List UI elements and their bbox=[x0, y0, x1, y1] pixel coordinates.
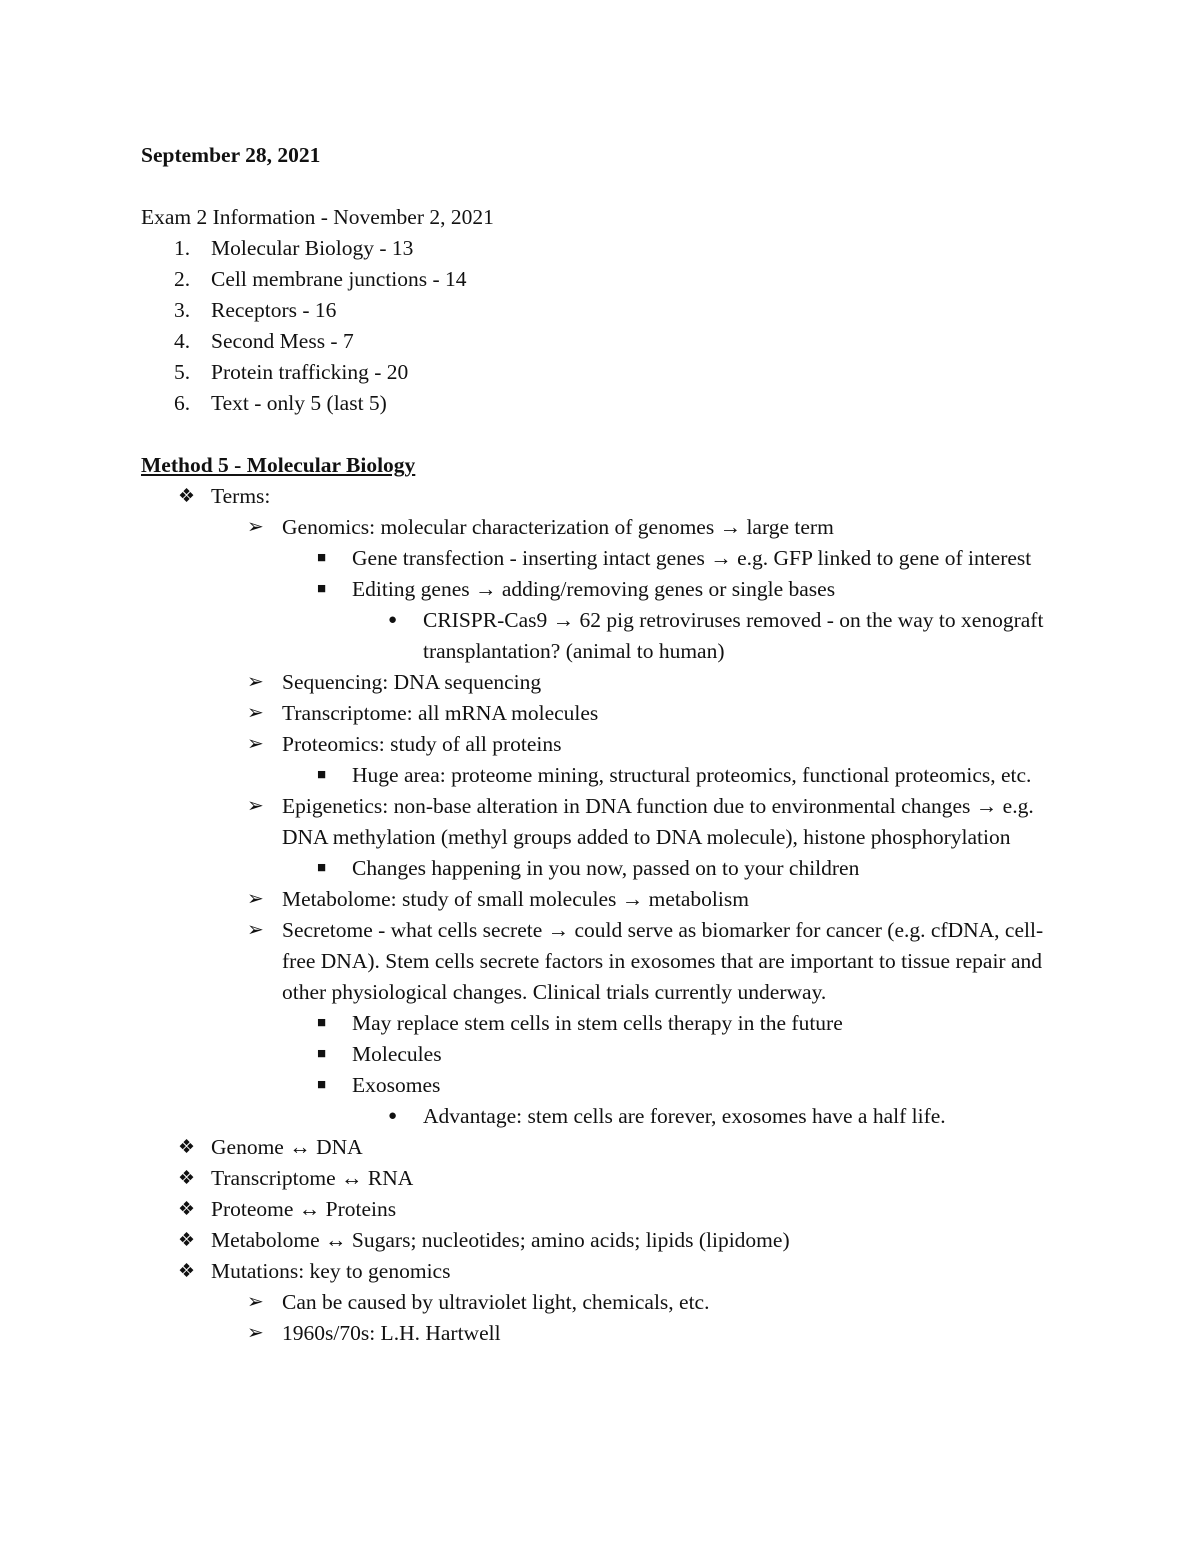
square-bullet-icon: ■ bbox=[317, 1077, 327, 1093]
diamond-bullet-icon: ❖ bbox=[178, 1261, 196, 1282]
dot-bullet-icon: ● bbox=[388, 612, 398, 628]
list-item-text: Epigenetics: non-base alteration in DNA function due to environmental changes → e.g. DNA methylation (methyl groups added to DNA molecule), histone phosphorylation bbox=[282, 794, 1034, 849]
exam-heading: Exam 2 Information - November 2, 2021 bbox=[141, 205, 494, 229]
dot-bullet-icon: ● bbox=[388, 1108, 398, 1124]
list-item bbox=[141, 1132, 1071, 1163]
arrowhead-bullet-icon: ➢ bbox=[247, 1322, 264, 1344]
list-item-text: Terms: bbox=[211, 484, 271, 508]
list-item-text: Exosomes bbox=[352, 1073, 441, 1097]
list-item bbox=[141, 512, 1071, 543]
diamond-bullet-icon: ❖ bbox=[178, 486, 196, 507]
square-bullet-icon: ■ bbox=[317, 581, 327, 597]
exam-topic-text: Text - only 5 (last 5) bbox=[211, 391, 387, 415]
list-item bbox=[141, 1070, 1071, 1101]
list-item bbox=[141, 853, 1071, 884]
list-number: 1. bbox=[174, 236, 191, 260]
list-item-text: Transcriptome ↔ RNA bbox=[211, 1166, 414, 1190]
list-item-text: Huge area: proteome mining, structural proteomics, functional proteomics, etc. bbox=[352, 763, 1032, 787]
list-number: 5. bbox=[174, 360, 191, 384]
list-item-text: Sequencing: DNA sequencing bbox=[282, 670, 542, 694]
list-item-text: May replace stem cells in stem cells therapy in the future bbox=[352, 1011, 843, 1035]
square-bullet-icon: ■ bbox=[317, 550, 327, 566]
list-item-text: Secretome - what cells secrete → could serve as biomarker for cancer (e.g. cfDNA, cell-free DNA). Stem cells secrete factors in exosomes that are important to tissue repair and other physiological changes. Clinical trials currently underway. bbox=[282, 918, 1044, 1004]
list-item bbox=[141, 884, 1071, 915]
square-bullet-icon: ■ bbox=[317, 1046, 327, 1062]
diamond-bullet-icon: ❖ bbox=[178, 1199, 196, 1220]
exam-topic-item bbox=[141, 295, 1071, 326]
list-item bbox=[141, 1318, 1071, 1349]
document-page bbox=[141, 140, 1071, 1349]
arrowhead-bullet-icon: ➢ bbox=[247, 888, 264, 910]
exam-topic-text: Protein trafficking - 20 bbox=[211, 360, 409, 384]
list-item bbox=[141, 543, 1071, 574]
exam-topic-item bbox=[141, 388, 1071, 419]
diamond-bullet-icon: ❖ bbox=[178, 1230, 196, 1251]
list-item-text: Genomics: molecular characterization of genomes → large term bbox=[282, 515, 834, 539]
list-item bbox=[141, 729, 1071, 760]
exam-topic-item bbox=[141, 357, 1071, 388]
arrowhead-bullet-icon: ➢ bbox=[247, 733, 264, 755]
arrowhead-bullet-icon: ➢ bbox=[247, 795, 264, 817]
list-item bbox=[141, 1039, 1071, 1070]
list-item-text: Genome ↔ DNA bbox=[211, 1135, 363, 1159]
list-item bbox=[141, 605, 1071, 667]
square-bullet-icon: ■ bbox=[317, 860, 327, 876]
notes-outline bbox=[141, 481, 1071, 1349]
list-item bbox=[141, 1194, 1071, 1225]
exam-topic-text: Second Mess - 7 bbox=[211, 329, 354, 353]
list-number: 3. bbox=[174, 298, 191, 322]
list-item bbox=[141, 1256, 1071, 1287]
list-item-text: Changes happening in you now, passed on to your children bbox=[352, 856, 860, 880]
arrowhead-bullet-icon: ➢ bbox=[247, 671, 264, 693]
list-item-text: Molecules bbox=[352, 1042, 442, 1066]
list-item-text: Proteomics: study of all proteins bbox=[282, 732, 562, 756]
list-number: 2. bbox=[174, 267, 191, 291]
list-item bbox=[141, 1101, 1071, 1132]
date-heading: September 28, 2021 bbox=[141, 143, 321, 167]
arrowhead-bullet-icon: ➢ bbox=[247, 1291, 264, 1313]
exam-topic-text: Cell membrane junctions - 14 bbox=[211, 267, 467, 291]
square-bullet-icon: ■ bbox=[317, 767, 327, 783]
list-item-text: Gene transfection - inserting intact genes → e.g. GFP linked to gene of interest bbox=[352, 546, 1032, 570]
list-item-text: Can be caused by ultraviolet light, chemicals, etc. bbox=[282, 1290, 710, 1314]
list-item bbox=[141, 574, 1071, 605]
list-item bbox=[141, 915, 1071, 1008]
blank-line bbox=[141, 419, 1071, 450]
list-item bbox=[141, 791, 1071, 853]
list-item bbox=[141, 760, 1071, 791]
list-item-text: 1960s/70s: L.H. Hartwell bbox=[282, 1321, 501, 1345]
list-item bbox=[141, 1008, 1071, 1039]
exam-topic-text: Receptors - 16 bbox=[211, 298, 337, 322]
list-item-text: Mutations: key to genomics bbox=[211, 1259, 451, 1283]
list-item bbox=[141, 1287, 1071, 1318]
exam-topic-item bbox=[141, 233, 1071, 264]
exam-topic-item bbox=[141, 326, 1071, 357]
list-item bbox=[141, 698, 1071, 729]
square-bullet-icon: ■ bbox=[317, 1015, 327, 1031]
list-item-text: CRISPR-Cas9 → 62 pig retroviruses removed - on the way to xenograft transplantation? (animal to human) bbox=[423, 608, 1044, 663]
list-item bbox=[141, 481, 1071, 512]
exam-topic-item bbox=[141, 264, 1071, 295]
exam-topic-list bbox=[141, 233, 1071, 419]
list-item-text: Metabolome: study of small molecules → metabolism bbox=[282, 887, 749, 911]
list-item-text: Editing genes → adding/removing genes or single bases bbox=[352, 577, 836, 601]
list-number: 6. bbox=[174, 391, 191, 415]
list-item bbox=[141, 1225, 1071, 1256]
list-item-text: Metabolome ↔ Sugars; nucleotides; amino acids; lipids (lipidome) bbox=[211, 1228, 790, 1252]
arrowhead-bullet-icon: ➢ bbox=[247, 702, 264, 724]
list-number: 4. bbox=[174, 329, 191, 353]
blank-line bbox=[141, 171, 1071, 202]
exam-topic-text: Molecular Biology - 13 bbox=[211, 236, 414, 260]
list-item-text: Transcriptome: all mRNA molecules bbox=[282, 701, 599, 725]
diamond-bullet-icon: ❖ bbox=[178, 1137, 196, 1158]
arrowhead-bullet-icon: ➢ bbox=[247, 516, 264, 538]
list-item-text: Proteome ↔ Proteins bbox=[211, 1197, 397, 1221]
list-item bbox=[141, 667, 1071, 698]
arrowhead-bullet-icon: ➢ bbox=[247, 919, 264, 941]
list-item-text: Advantage: stem cells are forever, exosomes have a half life. bbox=[423, 1104, 946, 1128]
section-title: Method 5 - Molecular Biology bbox=[141, 453, 416, 477]
diamond-bullet-icon: ❖ bbox=[178, 1168, 196, 1189]
list-item bbox=[141, 1163, 1071, 1194]
